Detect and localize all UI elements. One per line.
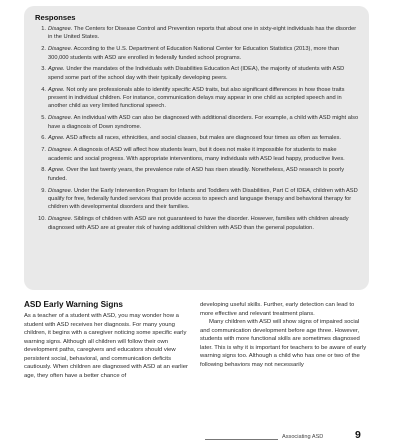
response-item-2: [34, 45, 359, 62]
response-number: 3.: [41, 66, 46, 73]
response-verdict: Agree.: [48, 66, 65, 73]
body-paragraph-continued: developing useful skills. Further, early detection can lead to more effective and relevant treatment plans.: [200, 302, 355, 317]
response-number: 7.: [41, 147, 46, 154]
response-text: Under the Early Intervention Program for Infants and Toddlers with Disabilities, Part C of IDEA, children with ASD qualify for free, federally funded services that provide access to speech and language therapy and behavioral therapy for children with developmental disorders and their families.: [48, 187, 358, 211]
response-item-3: [34, 65, 359, 82]
response-text: ASD affects all races, ethnicities, and social classes, but males are diagnosed four times as often as females.: [64, 135, 341, 142]
response-verdict: Agree.: [48, 86, 65, 93]
response-text: Over the last twenty years, the prevalence rate of ASD has risen steadily. Nonetheless, ASD research is poorly funded.: [48, 167, 345, 182]
response-item-1: [34, 25, 359, 42]
response-text: Not only are professionals able to identify specific ASD traits, but also significant differences in how those traits present in individual children. For instance, communication delays may appear in one child as scripted speech and in another child as very limited functional speech.: [48, 86, 345, 110]
response-item-7: [34, 146, 359, 163]
response-verdict: Disagree.: [48, 26, 73, 32]
footer-rule: [205, 439, 278, 440]
response-item-6: [34, 134, 359, 142]
response-verdict: Agree.: [48, 135, 65, 142]
response-verdict: Disagree.: [48, 216, 73, 223]
response-verdict: Disagree.: [48, 115, 73, 122]
left-column: [24, 312, 190, 380]
response-number: 2.: [41, 46, 46, 53]
section-heading: ASD Early Warning Signs: [24, 300, 123, 309]
response-text: Under the mandates of the Individuals with Disabilities Education Act (IDEA), the majority of students with ASD spend some part of the school day with their typically developing peers.: [48, 66, 345, 81]
response-text: An individual with ASD can also be diagnosed with additional disorders. For example, a child with ASD might also have a diagnosis of Down syndrome.: [48, 115, 359, 130]
response-item-8: [34, 166, 359, 183]
running-title: Associating ASD: [282, 433, 324, 440]
response-number: 4.: [41, 86, 46, 93]
response-number: 8.: [41, 167, 46, 174]
response-verdict: Disagree.: [48, 147, 73, 154]
response-number: 5.: [41, 115, 46, 122]
right-column: [200, 301, 369, 369]
response-number: 9.: [41, 187, 46, 194]
response-verdict: Disagree.: [48, 46, 73, 53]
page-number: 9: [355, 429, 361, 441]
response-number: 10.: [38, 216, 46, 223]
response-item-4: [34, 86, 359, 111]
response-item-5: [34, 114, 359, 131]
responses-list: [34, 25, 359, 232]
response-text: A diagnosis of ASD will affect how students learn, but it does not make it impossible for students to make academic and social progress. With appropriate interventions, many individuals with ASD lead happy, productive lives.: [48, 147, 345, 162]
responses-box: [24, 6, 369, 290]
response-text: The Centers for Disease Control and Prevention reports that about one in sixty-eight individuals has the disorder in the United States.: [48, 26, 357, 41]
body-paragraph: As a teacher of a student with ASD, you may wonder how a student with ASD receives her diagnosis. For many young children, it begins with a caregiver noticing some specific early warning signs. Although all children will follow their own development paths, caregivers and educators should view persistent social, behavioral, and communication deficits cautiously. When children are diagnosed with ASD at an earlier age, they often have a better chance of: [24, 313, 188, 379]
response-item-10: [34, 215, 359, 232]
response-verdict: Agree.: [48, 167, 65, 174]
responses-title: Responses: [35, 13, 76, 22]
response-number: 1.: [41, 26, 46, 32]
response-text: Siblings of children with ASD are not guaranteed to have the disorder. However, families with children already diagnosed with ASD are at greater risk of having additional children with ASD than the general population.: [48, 216, 349, 231]
response-item-9: [34, 187, 359, 212]
response-number: 6.: [41, 135, 46, 142]
response-text: According to the U.S. Department of Education National Center for Education Statistics (2013), more than 300,000 students with ASD are enrolled in federally funded school programs.: [48, 46, 340, 61]
body-paragraph: Many children with ASD will show signs of impaired social and communication development before age three. However, students with more functional skills are sometimes diagnosed later. This is why it is important for teachers to be aware of early warning signs too. Although a child who has one or two of the following behaviors may not necessarily: [200, 319, 367, 368]
response-verdict: Disagree.: [48, 187, 73, 194]
